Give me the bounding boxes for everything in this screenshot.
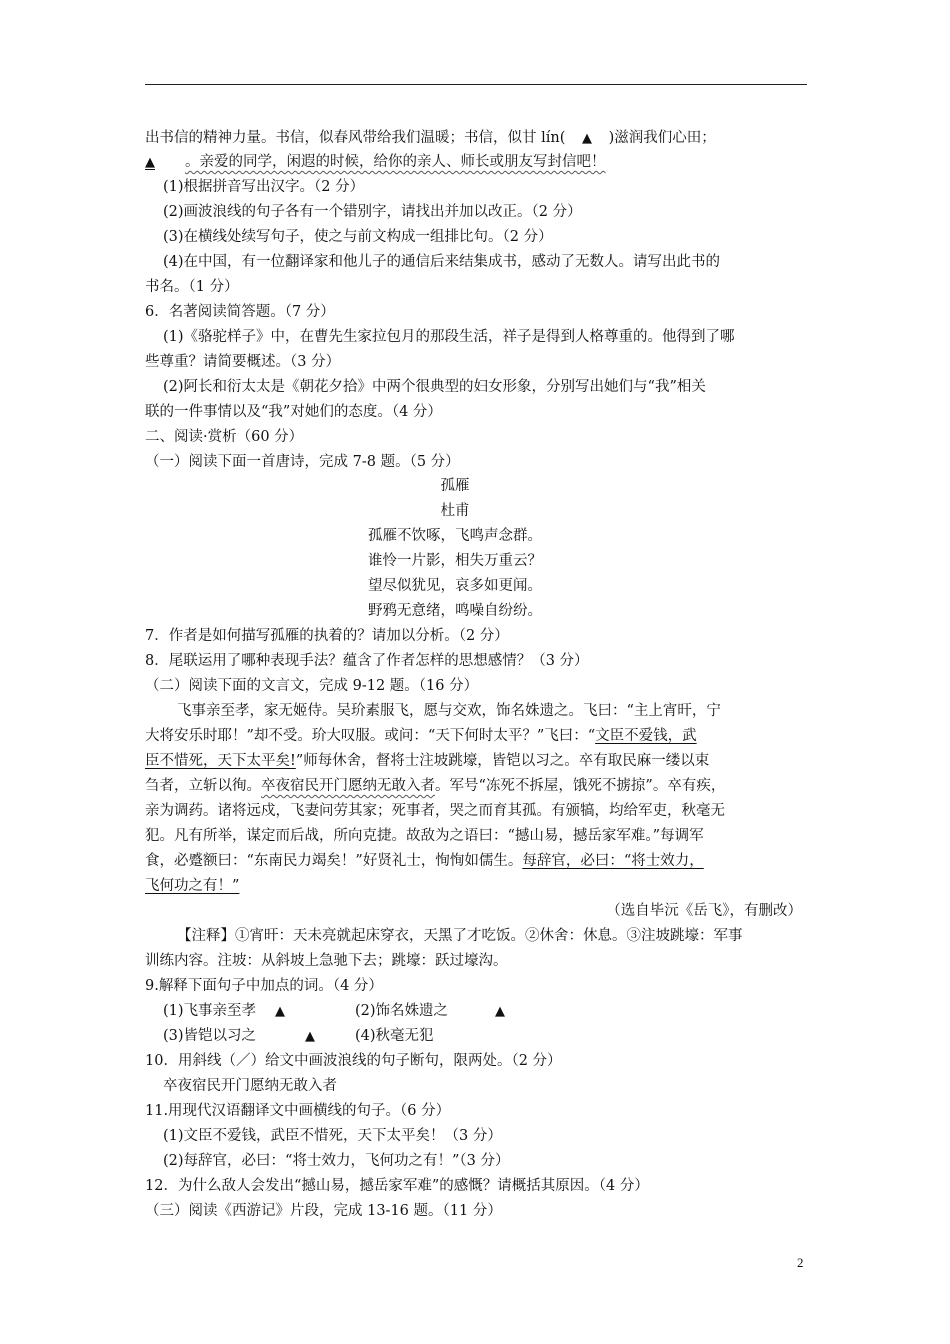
question-11: 11.用现代汉语翻译文中画横线的句子。（6 分） — [145, 1103, 451, 1119]
question-5-4-cont: 书名。（1 分） — [145, 279, 239, 295]
underlined-sentence: 文臣不爱钱，武 — [595, 728, 697, 744]
question-11-2: (2)每辞官，必曰：“将士效力，飞何功之有！”（3 分） — [163, 1153, 510, 1169]
passage-line — [145, 776, 725, 796]
question-6-1: (1)《骆驼样子》中，在曹先生家拉包月的那段生活，祥子是得到人格尊重的。他得到了哪 — [163, 329, 735, 345]
text-span: ”师每休舍，督将士注坡跳壕，皆铠以习之。卒有取民麻一缕以束 — [295, 753, 710, 769]
annotation-cont: 训练内容。注坡：从斜坡上急驰下去；跳壕：跃过壕沟。 — [145, 953, 508, 969]
question-9-item: (3)皆铠以习之 — [163, 1028, 257, 1044]
text-span: 出书信的精神力量。书信，似春风带给我们温暖；书信，似甘 lín( — [145, 130, 566, 146]
question-6-2-cont: 联的一件事情以及“我”对她们的态度。（4 分） — [145, 404, 442, 420]
poem-author: 杜甫 — [440, 503, 470, 519]
passage-line — [145, 851, 704, 871]
passage-line: 亲为调药。诸将远戍，飞妻问劳其家；死事者，哭之而育其孤。有颁犒，均给军吏，秋毫无 — [145, 803, 725, 819]
page-number: 2 — [797, 1255, 804, 1270]
question-6-2: (2)阿长和衍太太是《朝花夕拾》中两个很典型的妇女形象，分别写出她们与“我”相关 — [163, 379, 706, 395]
question-12: 12．为什么敌人会发出“撼山易，撼岳家军难”的感慨？请概括其原因。（4 分） — [145, 1178, 649, 1194]
text-span: 大将安乐时耶！”却不受。玠大叹服。或问：“天下何时太平？”飞曰：“ — [145, 728, 596, 744]
text-span: )滋润我们心田； — [608, 130, 716, 146]
question-8: 8．尾联运用了哪种表现手法？蕴含了作者怎样的思想感情？（3 分） — [145, 653, 589, 669]
blank-marker: ▲ — [495, 1004, 505, 1019]
question-5-4: (4)在中国，有一位翻译家和他儿子的通信后来结集成书，感动了无数人。请写出此书的 — [163, 254, 721, 270]
poem-line: 谁怜一片影，相失万重云？ — [368, 553, 542, 569]
question-10: 10．用斜线（／）给文中画波浪线的句子断句，限两处。（2 分） — [145, 1053, 562, 1069]
subsection-heading: （一）阅读下面一首唐诗，完成 7-8 题。（5 分） — [145, 454, 460, 470]
underlined-sentence: 飞何功之有！” — [145, 878, 240, 894]
question-6-1-cont: 些尊重？请简要概述。（3 分） — [145, 354, 341, 370]
passage-line — [145, 876, 239, 896]
passage-line — [145, 726, 697, 746]
passage-line: 飞事亲至孝，家无姬侍。吴玠素服飞，愿与交欢，饰名姝遗之。飞曰：“主上宵旰，宁 — [177, 703, 721, 719]
question-6: 6．名著阅读简答题。（7 分） — [145, 304, 335, 320]
poem-line: 野鸦无意绪，鸣噪自纷纷。 — [368, 603, 542, 619]
section-heading: 二、阅读·赏析（60 分） — [145, 429, 304, 445]
text-span: 刍者，立斩以徇。 — [145, 778, 261, 794]
wavy-sentence: 。亲爱的同学，闲遐的时候，给你的亲人、师长或朋友写封信吧！ — [185, 154, 606, 170]
text-span: 食，必蹙额曰：“东南民力竭矣！”好贤礼士，恂恂如儒生。 — [145, 853, 523, 869]
blank-marker: ▲ — [582, 131, 592, 146]
question-9-row — [163, 1026, 434, 1047]
passage-line — [145, 751, 709, 771]
blank-marker: ▲ — [145, 155, 155, 170]
question-9-item: (1)飞事亲至孝 — [163, 1003, 257, 1019]
wavy-sentence: 卒夜宿民开门愿纳无敢入者 — [261, 778, 435, 794]
text-line — [145, 152, 606, 173]
question-9-row — [163, 1001, 505, 1022]
subsection-heading: （二）阅读下面的文言文，完成 9-12 题。（16 分） — [145, 678, 479, 694]
question-7: 7．作者是如何描写孤雁的执着的？请加以分析。（2 分） — [145, 628, 509, 644]
question-9-item: (4)秋毫无犯 — [355, 1028, 434, 1044]
underlined-sentence: 臣不惜死，天下太平矣! — [145, 753, 296, 769]
question-11-1: (1)文臣不爱钱，武臣不惜死，天下太平矣！（3 分） — [163, 1128, 502, 1144]
question-5-1: (1)根据拼音写出汉字。（2 分） — [163, 179, 365, 195]
question-9: 9.解释下面句子中加点的词。（4 分） — [145, 978, 383, 994]
poem-title: 孤雁 — [440, 478, 470, 494]
passage-source: （选自毕沅《岳飞》，有删改） — [606, 903, 802, 919]
poem-line: 望尽似犹见，哀多如更闻。 — [368, 578, 542, 594]
underlined-sentence: 每辞官，必曰：“将士效力， — [522, 853, 704, 869]
blank-marker: ▲ — [275, 1004, 285, 1019]
question-5-3: (3)在横线处续写句子，使之与前文构成一组排比句。（2 分） — [163, 229, 553, 245]
question-5-2: (2)画波浪线的句子各有一个错别字，请找出并加以改正。（2 分） — [163, 204, 582, 220]
passage-line: 犯。凡有所举，谋定而后战，所向克捷。故敌为之语曰：“撼山易，撼岳家军难。”每调军 — [145, 828, 704, 844]
question-9-item: (2)饰名姝遗之 — [355, 1003, 449, 1019]
blank-marker: ▲ — [305, 1029, 315, 1044]
header-rule — [145, 84, 807, 85]
text-span: 。军号“冻死不拆屋，饿死不掳掠”。卒有疾， — [435, 778, 726, 794]
annotation: 【注释】①宵旰：天未亮就起床穿衣，天黑了才吃饭。②休舍：休息。③注坡跳壕：军事 — [177, 928, 743, 944]
poem-line: 孤雁不饮啄，飞鸣声念群。 — [368, 528, 542, 544]
question-10-sentence: 卒夜宿民开门愿纳无敢入者 — [163, 1078, 337, 1094]
text-line — [145, 128, 716, 149]
subsection-heading: （三）阅读《西游记》片段，完成 13-16 题。（11 分） — [145, 1203, 502, 1219]
